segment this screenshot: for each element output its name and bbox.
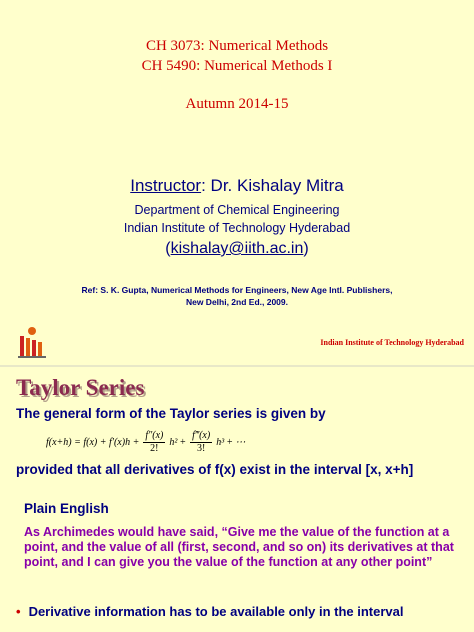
institute: Indian Institute of Technology Hyderabad xyxy=(123,221,351,235)
email-line xyxy=(0,240,474,258)
second-term-denominator: 2! xyxy=(150,442,159,454)
instructor-name: : Dr. Kishalay Mitra xyxy=(201,176,344,195)
department: Department of Chemical Engineering xyxy=(134,203,340,217)
second-order-term xyxy=(143,430,165,455)
reference-line-2: New Delhi, 2nd Ed., 2009. xyxy=(185,297,289,307)
plain-english-heading: Plain English xyxy=(24,501,109,516)
third-term-numerator: f‴(x) xyxy=(192,429,211,441)
bullet-icon: • xyxy=(16,604,21,619)
intro-text: The general form of the Taylor series is given by xyxy=(16,406,326,421)
email-link[interactable]: kishalay@iith.ac.in xyxy=(170,240,304,257)
taylor-formula xyxy=(46,425,245,459)
second-term-power: h² xyxy=(169,436,178,448)
condition-text: provided that all derivatives of f(x) exist in the interval [x, x+h] xyxy=(16,462,414,477)
third-term-power: h³ xyxy=(216,436,225,448)
third-term-denominator: 3! xyxy=(196,442,206,454)
email-paren-close: ) xyxy=(303,240,309,257)
bullet-text: Derivative information has to be available only in the interval xyxy=(28,604,404,619)
slide-title: Taylor Series xyxy=(16,375,145,400)
term-label: Autumn 2014-15 xyxy=(185,96,289,112)
reference-line-1: Ref: S. K. Gupta, Numerical Methods for Engineers, New Age Intl. Publishers, xyxy=(81,285,393,295)
formula-tail: + ⋯ xyxy=(226,436,246,448)
footer-institute: Indian Institute of Technology Hyderabad xyxy=(320,338,464,347)
reference xyxy=(40,284,434,308)
archimedes-quote: As Archimedes would have said, “Give me the value of the function at a point, and the value of all (first, second, and so on) its derivatives at that point, and I can give you the value of the function at any other point” xyxy=(24,525,454,569)
course-title-2: CH 5490: Numerical Methods I xyxy=(141,58,333,74)
bullet-item xyxy=(16,604,466,619)
third-order-term xyxy=(190,430,212,455)
formula-lhs: f(x+h) = f(x) + f′(x)h + xyxy=(46,436,140,448)
formula-plus: + xyxy=(179,436,187,448)
course-title-1: CH 3073: Numerical Methods xyxy=(145,38,329,54)
instructor-label: Instructor xyxy=(130,176,202,195)
email-paren-open: ( xyxy=(165,240,171,257)
second-term-numerator: f″(x) xyxy=(145,429,164,441)
iith-logo-icon xyxy=(14,324,50,360)
instructor-line xyxy=(0,176,474,196)
